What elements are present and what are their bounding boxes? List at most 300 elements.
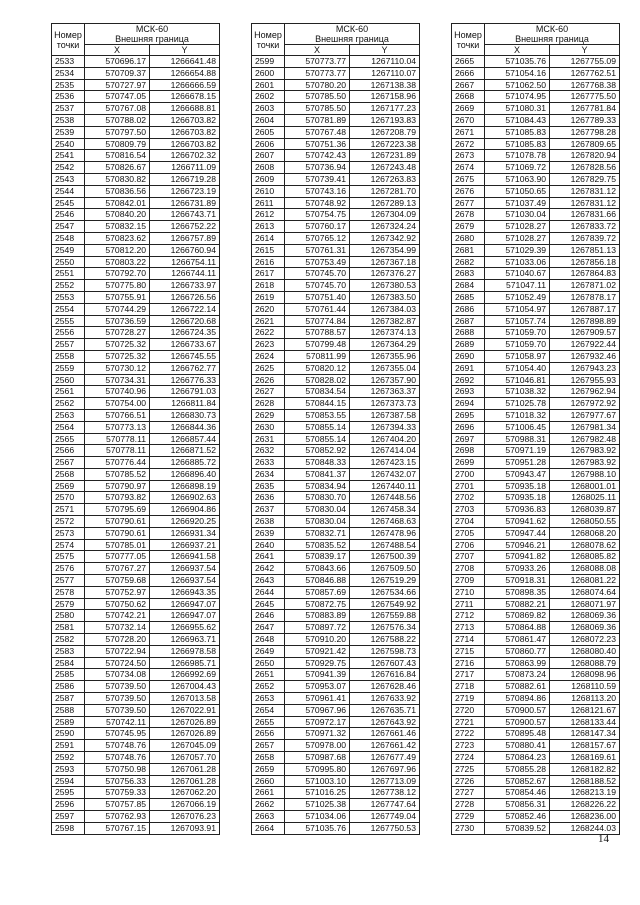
table-row bbox=[52, 362, 220, 374]
y-coordinate-cell: 1267983.92 bbox=[550, 445, 620, 457]
table-row bbox=[252, 421, 420, 433]
point-number-cell: 2642 bbox=[252, 563, 285, 575]
point-number-cell: 2692 bbox=[452, 374, 485, 386]
point-number-cell: 2690 bbox=[452, 350, 485, 362]
point-number-cell: 2682 bbox=[452, 256, 485, 268]
point-number-cell: 2630 bbox=[252, 421, 285, 433]
point-number-cell: 2676 bbox=[452, 185, 485, 197]
table-row bbox=[452, 645, 620, 657]
point-number-cell: 2605 bbox=[252, 126, 285, 138]
y-coordinate-cell: 1266703.82 bbox=[150, 126, 220, 138]
table-row bbox=[252, 162, 420, 174]
x-coordinate-cell: 570839.17 bbox=[285, 551, 350, 563]
table-row bbox=[52, 634, 220, 646]
y-coordinate-cell: 1266726.56 bbox=[150, 291, 220, 303]
x-coordinate-cell: 570788.57 bbox=[285, 327, 350, 339]
table-row bbox=[452, 681, 620, 693]
point-number-cell: 2695 bbox=[452, 409, 485, 421]
y-coordinate-cell: 1268244.03 bbox=[550, 822, 620, 834]
table-row bbox=[452, 126, 620, 138]
header-boundary: Внешняя граница bbox=[285, 34, 420, 45]
y-coordinate-cell: 1268080.40 bbox=[550, 645, 620, 657]
x-coordinate-cell: 570987.68 bbox=[285, 752, 350, 764]
table-row bbox=[252, 551, 420, 563]
x-coordinate-cell: 570941.82 bbox=[485, 551, 550, 563]
table-row bbox=[252, 610, 420, 622]
y-coordinate-cell: 1266757.89 bbox=[150, 232, 220, 244]
point-number-cell: 2619 bbox=[252, 291, 285, 303]
point-number-cell: 2539 bbox=[52, 126, 85, 138]
point-number-cell: 2679 bbox=[452, 221, 485, 233]
y-coordinate-cell: 1266641.48 bbox=[150, 56, 220, 68]
table-row bbox=[252, 492, 420, 504]
table-row bbox=[252, 716, 420, 728]
table-row bbox=[452, 386, 620, 398]
table-row bbox=[52, 551, 220, 563]
point-number-cell: 2686 bbox=[452, 303, 485, 315]
point-number-cell: 2599 bbox=[252, 56, 285, 68]
y-coordinate-cell: 1266937.54 bbox=[150, 563, 220, 575]
table-row bbox=[252, 79, 420, 91]
point-number-cell: 2550 bbox=[52, 256, 85, 268]
point-number-cell: 2598 bbox=[52, 822, 85, 834]
table-row bbox=[252, 398, 420, 410]
y-coordinate-cell: 1267231.89 bbox=[350, 150, 420, 162]
point-number-cell: 2565 bbox=[52, 433, 85, 445]
table-row bbox=[52, 138, 220, 150]
point-number-cell: 2580 bbox=[52, 610, 85, 622]
header-coordinate-system: МСК-60 bbox=[85, 24, 220, 35]
y-coordinate-cell: 1266947.07 bbox=[150, 610, 220, 622]
y-coordinate-cell: 1267598.73 bbox=[350, 645, 420, 657]
y-coordinate-cell: 1267661.46 bbox=[350, 728, 420, 740]
table-row bbox=[252, 362, 420, 374]
x-coordinate-cell: 570790.97 bbox=[85, 480, 150, 492]
y-coordinate-cell: 1268088.08 bbox=[550, 563, 620, 575]
y-coordinate-cell: 1267713.09 bbox=[350, 775, 420, 787]
x-coordinate-cell: 570803.22 bbox=[85, 256, 150, 268]
point-number-cell: 2624 bbox=[252, 350, 285, 362]
table-row bbox=[52, 586, 220, 598]
table-row bbox=[252, 693, 420, 705]
x-coordinate-cell: 570843.66 bbox=[285, 563, 350, 575]
x-coordinate-cell: 570936.83 bbox=[485, 504, 550, 516]
x-coordinate-cell: 571016.25 bbox=[285, 787, 350, 799]
point-number-cell: 2694 bbox=[452, 398, 485, 410]
y-coordinate-cell: 1266902.63 bbox=[150, 492, 220, 504]
y-coordinate-cell: 1267110.07 bbox=[350, 67, 420, 79]
point-number-cell: 2577 bbox=[52, 575, 85, 587]
table-row bbox=[52, 232, 220, 244]
y-coordinate-cell: 1267898.89 bbox=[550, 315, 620, 327]
y-coordinate-cell: 1267093.91 bbox=[150, 822, 220, 834]
y-coordinate-cell: 1266688.81 bbox=[150, 103, 220, 115]
point-number-cell: 2620 bbox=[252, 303, 285, 315]
x-coordinate-cell: 570846.88 bbox=[285, 575, 350, 587]
x-coordinate-cell: 570778.11 bbox=[85, 433, 150, 445]
table-row bbox=[452, 693, 620, 705]
x-coordinate-cell: 570739.41 bbox=[285, 173, 350, 185]
table-row bbox=[52, 610, 220, 622]
y-coordinate-cell: 1267576.34 bbox=[350, 622, 420, 634]
x-coordinate-cell: 570727.97 bbox=[85, 79, 150, 91]
point-number-cell: 2657 bbox=[252, 740, 285, 752]
table-row bbox=[52, 539, 220, 551]
point-number-cell: 2709 bbox=[452, 575, 485, 587]
x-coordinate-cell: 571069.72 bbox=[485, 162, 550, 174]
y-coordinate-cell: 1267747.64 bbox=[350, 799, 420, 811]
y-coordinate-cell: 1267833.72 bbox=[550, 221, 620, 233]
x-coordinate-cell: 570739.50 bbox=[85, 681, 150, 693]
x-coordinate-cell: 570841.37 bbox=[285, 468, 350, 480]
point-number-cell: 2610 bbox=[252, 185, 285, 197]
x-coordinate-cell: 570785.50 bbox=[285, 91, 350, 103]
table-row bbox=[452, 67, 620, 79]
x-coordinate-cell: 570780.20 bbox=[285, 79, 350, 91]
x-coordinate-cell: 571054.16 bbox=[485, 67, 550, 79]
point-number-cell: 2723 bbox=[452, 740, 485, 752]
y-coordinate-cell: 1267831.12 bbox=[550, 185, 620, 197]
y-coordinate-cell: 1267177.23 bbox=[350, 103, 420, 115]
table-row bbox=[252, 468, 420, 480]
y-coordinate-cell: 1267110.04 bbox=[350, 56, 420, 68]
x-coordinate-cell: 570777.05 bbox=[85, 551, 150, 563]
table-row bbox=[452, 221, 620, 233]
x-coordinate-cell: 570839.52 bbox=[485, 822, 550, 834]
point-number-cell: 2647 bbox=[252, 622, 285, 634]
table-row bbox=[52, 350, 220, 362]
table-row bbox=[52, 468, 220, 480]
point-number-cell: 2724 bbox=[452, 752, 485, 764]
y-coordinate-cell: 1266724.35 bbox=[150, 327, 220, 339]
point-number-cell: 2645 bbox=[252, 598, 285, 610]
table-row bbox=[52, 291, 220, 303]
y-coordinate-cell: 1268213.19 bbox=[550, 787, 620, 799]
x-coordinate-cell: 570941.62 bbox=[485, 516, 550, 528]
point-number-cell: 2670 bbox=[452, 114, 485, 126]
table-row bbox=[52, 315, 220, 327]
table-row bbox=[452, 763, 620, 775]
table-row bbox=[252, 539, 420, 551]
table-row bbox=[52, 327, 220, 339]
x-coordinate-cell: 571058.97 bbox=[485, 350, 550, 362]
point-number-cell: 2643 bbox=[252, 575, 285, 587]
y-coordinate-cell: 1267208.79 bbox=[350, 126, 420, 138]
table-row bbox=[52, 693, 220, 705]
table-row bbox=[52, 398, 220, 410]
table-row bbox=[52, 67, 220, 79]
x-coordinate-cell: 570883.89 bbox=[285, 610, 350, 622]
point-number-cell: 2590 bbox=[52, 728, 85, 740]
point-number-cell: 2616 bbox=[252, 256, 285, 268]
table-row bbox=[252, 56, 420, 68]
point-number-cell: 2667 bbox=[452, 79, 485, 91]
x-coordinate-cell: 570734.08 bbox=[85, 669, 150, 681]
table-row bbox=[252, 527, 420, 539]
x-coordinate-cell: 570753.49 bbox=[285, 256, 350, 268]
x-coordinate-cell: 570761.44 bbox=[285, 303, 350, 315]
table-row bbox=[52, 79, 220, 91]
table-row bbox=[252, 291, 420, 303]
header-point-number: Номер точки bbox=[252, 24, 285, 56]
y-coordinate-cell: 1266885.72 bbox=[150, 457, 220, 469]
x-coordinate-cell: 571030.04 bbox=[485, 209, 550, 221]
table-row bbox=[52, 657, 220, 669]
table-row bbox=[52, 799, 220, 811]
point-number-cell: 2557 bbox=[52, 339, 85, 351]
y-coordinate-cell: 1266702.32 bbox=[150, 150, 220, 162]
y-coordinate-cell: 1266722.14 bbox=[150, 303, 220, 315]
x-coordinate-cell: 570774.84 bbox=[285, 315, 350, 327]
y-coordinate-cell: 1266731.89 bbox=[150, 197, 220, 209]
table-row bbox=[52, 150, 220, 162]
table-row bbox=[252, 280, 420, 292]
x-coordinate-cell: 570765.12 bbox=[285, 232, 350, 244]
table-row bbox=[452, 398, 620, 410]
point-number-cell: 2634 bbox=[252, 468, 285, 480]
table-row bbox=[452, 457, 620, 469]
x-coordinate-cell: 571028.27 bbox=[485, 232, 550, 244]
y-coordinate-cell: 1267607.43 bbox=[350, 657, 420, 669]
point-number-cell: 2635 bbox=[252, 480, 285, 492]
table-row bbox=[452, 527, 620, 539]
y-coordinate-cell: 1267376.27 bbox=[350, 268, 420, 280]
x-coordinate-cell: 570745.70 bbox=[285, 268, 350, 280]
header-coordinate-system: МСК-60 bbox=[285, 24, 420, 35]
point-number-cell: 2575 bbox=[52, 551, 85, 563]
y-coordinate-cell: 1267871.02 bbox=[550, 280, 620, 292]
x-coordinate-cell: 570852.92 bbox=[285, 445, 350, 457]
table-row bbox=[252, 327, 420, 339]
y-coordinate-cell: 1268169.61 bbox=[550, 752, 620, 764]
x-coordinate-cell: 571034.06 bbox=[285, 811, 350, 823]
x-coordinate-cell: 570834.94 bbox=[285, 480, 350, 492]
table-row bbox=[52, 339, 220, 351]
y-coordinate-cell: 1267363.37 bbox=[350, 386, 420, 398]
y-coordinate-cell: 1267635.71 bbox=[350, 704, 420, 716]
point-number-cell: 2669 bbox=[452, 103, 485, 115]
point-number-cell: 2646 bbox=[252, 610, 285, 622]
table-row bbox=[252, 339, 420, 351]
point-number-cell: 2585 bbox=[52, 669, 85, 681]
x-coordinate-cell: 570900.57 bbox=[485, 716, 550, 728]
y-coordinate-cell: 1266896.40 bbox=[150, 468, 220, 480]
y-coordinate-cell: 1266723.19 bbox=[150, 185, 220, 197]
point-number-cell: 2673 bbox=[452, 150, 485, 162]
x-coordinate-cell: 570834.54 bbox=[285, 386, 350, 398]
y-coordinate-cell: 1267851.13 bbox=[550, 244, 620, 256]
table-row bbox=[452, 362, 620, 374]
x-coordinate-cell: 570745.95 bbox=[85, 728, 150, 740]
point-number-cell: 2674 bbox=[452, 162, 485, 174]
table-row bbox=[452, 79, 620, 91]
point-number-cell: 2659 bbox=[252, 763, 285, 775]
x-coordinate-cell: 570761.31 bbox=[285, 244, 350, 256]
y-coordinate-cell: 1267380.53 bbox=[350, 280, 420, 292]
x-coordinate-cell: 570748.92 bbox=[285, 197, 350, 209]
y-coordinate-cell: 1267932.46 bbox=[550, 350, 620, 362]
table-row bbox=[52, 91, 220, 103]
table-row bbox=[452, 657, 620, 669]
x-coordinate-cell: 570978.00 bbox=[285, 740, 350, 752]
y-coordinate-cell: 1267982.48 bbox=[550, 433, 620, 445]
table-row bbox=[452, 799, 620, 811]
x-coordinate-cell: 570799.48 bbox=[285, 339, 350, 351]
point-number-cell: 2639 bbox=[252, 527, 285, 539]
point-number-cell: 2595 bbox=[52, 787, 85, 799]
point-number-cell: 2628 bbox=[252, 398, 285, 410]
table-row bbox=[452, 350, 620, 362]
x-coordinate-cell: 571052.49 bbox=[485, 291, 550, 303]
y-coordinate-cell: 1266992.69 bbox=[150, 669, 220, 681]
x-coordinate-cell: 570855.14 bbox=[285, 433, 350, 445]
table-row bbox=[52, 811, 220, 823]
table-row bbox=[52, 457, 220, 469]
y-coordinate-cell: 1267738.12 bbox=[350, 787, 420, 799]
x-coordinate-cell: 571047.11 bbox=[485, 280, 550, 292]
y-coordinate-cell: 1268098.96 bbox=[550, 669, 620, 681]
y-coordinate-cell: 1267062.20 bbox=[150, 787, 220, 799]
y-coordinate-cell: 1267057.70 bbox=[150, 752, 220, 764]
y-coordinate-cell: 1267158.96 bbox=[350, 91, 420, 103]
table-row bbox=[52, 433, 220, 445]
y-coordinate-cell: 1267404.20 bbox=[350, 433, 420, 445]
y-coordinate-cell: 1266776.33 bbox=[150, 374, 220, 386]
table-row bbox=[452, 185, 620, 197]
point-number-cell: 2622 bbox=[252, 327, 285, 339]
y-coordinate-cell: 1267750.53 bbox=[350, 822, 420, 834]
point-number-cell: 2541 bbox=[52, 150, 85, 162]
point-number-cell: 2588 bbox=[52, 704, 85, 716]
y-coordinate-cell: 1266871.52 bbox=[150, 445, 220, 457]
point-number-cell: 2546 bbox=[52, 209, 85, 221]
table-row bbox=[452, 575, 620, 587]
point-number-cell: 2703 bbox=[452, 504, 485, 516]
y-coordinate-cell: 1267387.58 bbox=[350, 409, 420, 421]
table-row bbox=[452, 480, 620, 492]
x-coordinate-cell: 570790.61 bbox=[85, 527, 150, 539]
table-row bbox=[252, 752, 420, 764]
point-number-cell: 2562 bbox=[52, 398, 85, 410]
table-row bbox=[452, 752, 620, 764]
x-coordinate-cell: 570820.12 bbox=[285, 362, 350, 374]
table-row bbox=[452, 598, 620, 610]
y-coordinate-cell: 1267856.18 bbox=[550, 256, 620, 268]
point-number-cell: 2552 bbox=[52, 280, 85, 292]
point-number-cell: 2721 bbox=[452, 716, 485, 728]
y-coordinate-cell: 1267243.48 bbox=[350, 162, 420, 174]
point-number-cell: 2542 bbox=[52, 162, 85, 174]
table-row bbox=[52, 598, 220, 610]
y-coordinate-cell: 1267066.19 bbox=[150, 799, 220, 811]
x-coordinate-cell: 570743.16 bbox=[285, 185, 350, 197]
x-coordinate-cell: 570742.11 bbox=[85, 716, 150, 728]
point-number-cell: 2583 bbox=[52, 645, 85, 657]
x-coordinate-cell: 570760.17 bbox=[285, 221, 350, 233]
y-coordinate-cell: 1268068.20 bbox=[550, 527, 620, 539]
y-coordinate-cell: 1267768.38 bbox=[550, 79, 620, 91]
y-coordinate-cell: 1268039.87 bbox=[550, 504, 620, 516]
point-number-cell: 2688 bbox=[452, 327, 485, 339]
table-row bbox=[252, 221, 420, 233]
x-coordinate-cell: 571078.78 bbox=[485, 150, 550, 162]
x-coordinate-cell: 570766.51 bbox=[85, 409, 150, 421]
x-coordinate-cell: 571062.50 bbox=[485, 79, 550, 91]
table-row bbox=[52, 681, 220, 693]
y-coordinate-cell: 1267831.12 bbox=[550, 197, 620, 209]
y-coordinate-cell: 1267478.96 bbox=[350, 527, 420, 539]
x-coordinate-cell: 571028.27 bbox=[485, 221, 550, 233]
x-coordinate-cell: 570967.96 bbox=[285, 704, 350, 716]
y-coordinate-cell: 1266762.77 bbox=[150, 362, 220, 374]
table-row bbox=[52, 480, 220, 492]
y-coordinate-cell: 1267357.90 bbox=[350, 374, 420, 386]
y-coordinate-cell: 1267864.83 bbox=[550, 268, 620, 280]
y-coordinate-cell: 1266844.36 bbox=[150, 421, 220, 433]
y-coordinate-cell: 1267423.15 bbox=[350, 457, 420, 469]
table-row bbox=[252, 67, 420, 79]
x-coordinate-cell: 570910.20 bbox=[285, 634, 350, 646]
y-coordinate-cell: 1266744.11 bbox=[150, 268, 220, 280]
table-row bbox=[52, 268, 220, 280]
point-number-cell: 2553 bbox=[52, 291, 85, 303]
y-coordinate-cell: 1266937.54 bbox=[150, 575, 220, 587]
x-coordinate-cell: 570852.46 bbox=[485, 811, 550, 823]
x-coordinate-cell: 570734.31 bbox=[85, 374, 150, 386]
x-coordinate-cell: 570844.15 bbox=[285, 398, 350, 410]
table-row bbox=[452, 704, 620, 716]
x-coordinate-cell: 570785.52 bbox=[85, 468, 150, 480]
x-coordinate-cell: 571006.45 bbox=[485, 421, 550, 433]
x-coordinate-cell: 570797.50 bbox=[85, 126, 150, 138]
y-coordinate-cell: 1268069.36 bbox=[550, 610, 620, 622]
y-coordinate-cell: 1267943.23 bbox=[550, 362, 620, 374]
y-coordinate-cell: 1267458.34 bbox=[350, 504, 420, 516]
table-row bbox=[452, 563, 620, 575]
table-row bbox=[252, 433, 420, 445]
table-row bbox=[52, 56, 220, 68]
table-row bbox=[252, 480, 420, 492]
y-coordinate-cell: 1267382.87 bbox=[350, 315, 420, 327]
point-number-cell: 2555 bbox=[52, 315, 85, 327]
x-coordinate-cell: 570732.14 bbox=[85, 622, 150, 634]
header-y: Y bbox=[350, 45, 420, 56]
point-number-cell: 2706 bbox=[452, 539, 485, 551]
y-coordinate-cell: 1266941.58 bbox=[150, 551, 220, 563]
point-number-cell: 2651 bbox=[252, 669, 285, 681]
table-row bbox=[452, 303, 620, 315]
point-number-cell: 2652 bbox=[252, 681, 285, 693]
y-coordinate-cell: 1267831.66 bbox=[550, 209, 620, 221]
y-coordinate-cell: 1267383.50 bbox=[350, 291, 420, 303]
x-coordinate-cell: 570894.86 bbox=[485, 693, 550, 705]
table-row bbox=[52, 162, 220, 174]
x-coordinate-cell: 570775.80 bbox=[85, 280, 150, 292]
y-coordinate-cell: 1267762.51 bbox=[550, 67, 620, 79]
point-number-cell: 2602 bbox=[252, 91, 285, 103]
y-coordinate-cell: 1266703.82 bbox=[150, 138, 220, 150]
x-coordinate-cell: 570832.15 bbox=[85, 221, 150, 233]
x-coordinate-cell: 570971.19 bbox=[485, 445, 550, 457]
point-number-cell: 2578 bbox=[52, 586, 85, 598]
y-coordinate-cell: 1267373.73 bbox=[350, 398, 420, 410]
table-row bbox=[252, 622, 420, 634]
y-coordinate-cell: 1267004.43 bbox=[150, 681, 220, 693]
header-x: X bbox=[85, 45, 150, 56]
table-row bbox=[252, 822, 420, 834]
y-coordinate-cell: 1267354.99 bbox=[350, 244, 420, 256]
coordinate-table-3 bbox=[451, 23, 620, 835]
